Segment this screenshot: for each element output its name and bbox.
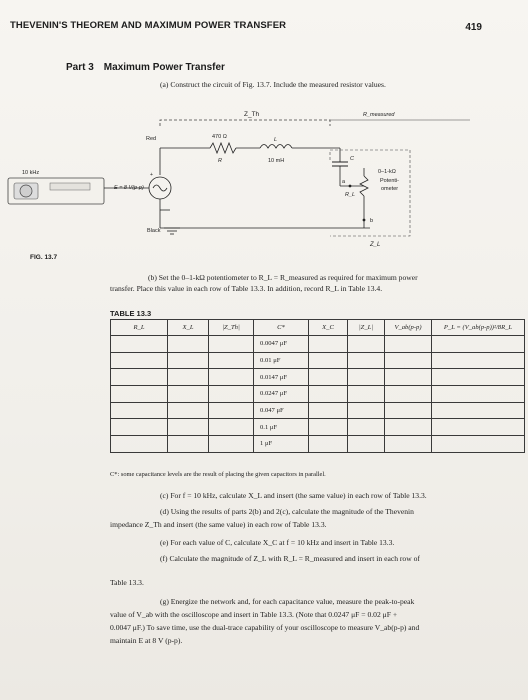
black-lead-label: Black (147, 228, 161, 234)
table-row (111, 419, 525, 436)
c-label: C (350, 156, 354, 162)
step-b-line2: transfer. Place this value in each row of Table 13.3. In addition, record R_L in Table 13.4. (110, 284, 383, 293)
capacitance-cell: 0.0147 μF (254, 369, 309, 386)
paragraph-c: (c) For f = 10 kHz, calculate X_L and insert (the same value) in each row of Table 13.3. (160, 491, 427, 500)
paragraph-e: (e) For each value of C, calculate X_C at f = 10 kHz and insert in Table 13.3. (160, 538, 395, 547)
part-name: Maximum Power Transfer (103, 62, 225, 73)
table-row (111, 402, 525, 419)
resistor-symbol (210, 143, 236, 153)
zth-bracket (160, 120, 330, 126)
figure-label: FIG. 13.7 (30, 254, 58, 261)
paragraph-g-line4: maintain E at 8 V (p-p). (110, 636, 183, 645)
step-a: (a) Construct the circuit of Fig. 13.7. Include the measured resistor values. (160, 80, 386, 89)
col-header-xc: X_C (309, 320, 348, 336)
inductor-symbol (260, 145, 292, 149)
table-row (111, 436, 525, 453)
generator-knob (20, 185, 32, 197)
col-header-rl: R_L (111, 320, 168, 336)
capacitance-cell: 0.0247 μF (254, 386, 309, 403)
paragraph-g-line1: (g) Energize the network and, for each capacitance value, measure the peak-to-peak (160, 597, 415, 606)
table-row (111, 369, 525, 386)
col-header-pl: P_L = (V_ab(p-p))²/8R_L (432, 320, 525, 336)
r-name-label: R (218, 158, 222, 164)
paragraph-g-line2: value of V_ab with the oscilloscope and insert in Table 13.3. (Note that 0.0247 μF = 0.02 μF + (110, 610, 398, 619)
l-value-label: 10 mH (268, 158, 285, 164)
chapter-header: THEVENIN'S THEOREM AND MAXIMUM POWER TRANSFER (10, 20, 287, 31)
page-number: 419 (465, 22, 482, 33)
capacitance-cell: 1 μF (254, 436, 309, 453)
table-row (111, 386, 525, 403)
generator-panel (50, 183, 90, 190)
l-name-label: L (274, 137, 278, 143)
table-header-row (111, 320, 525, 336)
capacitance-cell: 0.047 μF (254, 402, 309, 419)
paragraph-f-line2: Table 13.3. (110, 578, 144, 587)
rmeasured-label: R_measured (363, 112, 395, 118)
col-header-vab: V_ab(p-p) (385, 320, 432, 336)
table-row (111, 336, 525, 353)
red-lead-label: Red (146, 136, 157, 142)
col-header-zth: |Z_Th| (209, 320, 254, 336)
node-b-label: b (370, 218, 374, 224)
rl-label: R_L (345, 192, 356, 198)
col-header-c: C* (254, 320, 309, 336)
zth-label: Z_Th (244, 111, 260, 118)
table-row (111, 352, 525, 369)
paragraph-f-line1: (f) Calculate the magnitude of Z_L with R_L = R_measured and insert in each row of (160, 554, 420, 563)
plus-sign: + (150, 172, 153, 178)
r-value-label: 470 Ω (212, 134, 227, 140)
paragraph-d-line1: (d) Using the results of parts 2(b) and 2(c), calculate the magnitude of the Thevenin (160, 507, 414, 516)
paragraph-g-line3: 0.0047 μF.) To save time, use the dual-trace capability of your oscilloscope to measure V_ab(p-p) and (110, 623, 420, 632)
zl-label: Z_L (370, 242, 381, 248)
col-header-xl: X_L (168, 320, 209, 336)
table-13-3 (110, 319, 525, 453)
node-a-label: a (342, 179, 346, 185)
pot-word1: Potenti- (380, 178, 399, 184)
capacitance-cell: 0.0047 μF (254, 336, 309, 353)
capacitance-cell: 0.01 μF (254, 352, 309, 369)
pot-word2: ometer (381, 186, 399, 192)
node-b-dot (363, 219, 366, 222)
part-number: Part 3 (66, 62, 94, 73)
source-label: E = 8 V(p-p) (114, 185, 144, 191)
capacitance-cell: 0.1 μF (254, 419, 309, 436)
part-heading (66, 62, 225, 73)
col-header-zl: |Z_L| (348, 320, 385, 336)
table-title: TABLE 13.3 (110, 309, 152, 318)
frequency-label: 10 kHz (22, 170, 40, 176)
pot-value-label: 0–1-kΩ (378, 169, 396, 175)
step-b-line1: (b) Set the 0–1-kΩ potentiometer to R_L = R_measured as required for maximum power (148, 273, 418, 282)
circuit-diagram (0, 100, 528, 260)
paragraph-d-line2: impedance Z_Th and insert (the same value) in each row of Table 13.3. (110, 520, 327, 529)
table-footnote: C*: some capacitance levels are the result of placing the given capacitors in parallel. (110, 471, 326, 478)
